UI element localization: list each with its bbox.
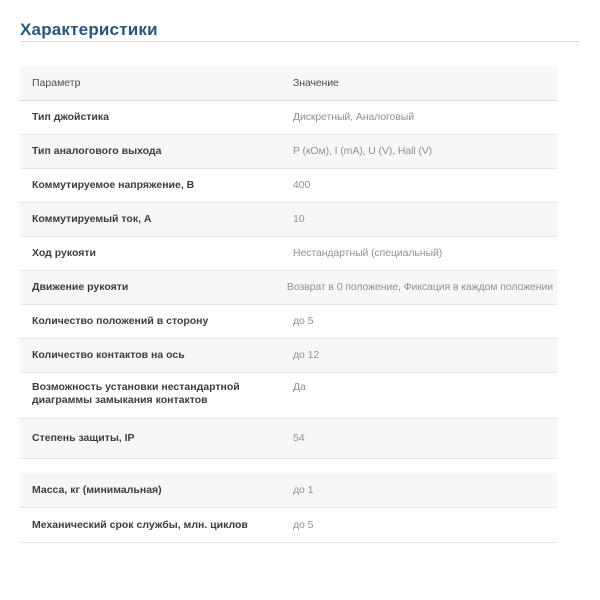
value-text: Возврат в 0 положение, Фиксация в каждом положении — [286, 281, 553, 293]
param-label: Коммутируемое напряжение, В — [32, 179, 195, 191]
param-label: Количество контактов на ось — [32, 349, 185, 361]
value-text: 400 — [293, 179, 311, 191]
value-text: P (кОм), I (mA), U (V), Hall (V) — [293, 145, 433, 157]
param-label: Количество положений в сторону — [32, 315, 209, 327]
table-row — [20, 271, 557, 305]
spec-table-header-row — [20, 66, 557, 101]
value-text: 10 — [293, 213, 305, 225]
table-row — [20, 339, 557, 373]
table-row — [20, 419, 557, 459]
param-label: Коммутируемый ток, А — [32, 213, 152, 225]
secondary-spec-table — [20, 473, 557, 543]
param-label: Механический срок службы, млн. циклов — [32, 518, 248, 531]
page-title: Характеристики — [20, 20, 158, 39]
table-row — [20, 101, 557, 135]
spec-table — [20, 66, 557, 459]
value-text: 54 — [293, 432, 305, 444]
param-label: Движение рукояти — [32, 281, 129, 293]
table-row — [20, 169, 557, 203]
value-text: Да — [293, 381, 306, 393]
table-row — [20, 473, 557, 508]
param-label: Ход рукояти — [32, 247, 96, 259]
table-row — [20, 305, 557, 339]
param-label: Тип аналогового выхода — [32, 145, 162, 157]
value-text: до 1 — [293, 483, 314, 496]
table-row — [20, 508, 557, 543]
value-text: до 5 — [293, 315, 314, 327]
section-title-block — [20, 21, 580, 42]
param-label: Тип джойстика — [32, 111, 109, 123]
table-row — [20, 135, 557, 169]
param-label: Масса, кг (минимальная) — [32, 483, 162, 496]
value-text: до 12 — [293, 349, 320, 361]
value-text: до 5 — [293, 518, 314, 531]
param-label: Возможность установки нестандартной диаграммы замыкания контактов — [32, 381, 240, 406]
column-header-param: Параметр — [32, 76, 81, 89]
param-label: Степень защиты, IP — [32, 432, 135, 444]
column-header-value: Значение — [293, 76, 339, 89]
table-row — [20, 237, 557, 271]
value-text: Дискретный, Аналоговый — [293, 111, 414, 123]
value-text: Нестандартный (специальный) — [293, 247, 443, 259]
table-row — [20, 373, 557, 419]
table-row — [20, 203, 557, 237]
